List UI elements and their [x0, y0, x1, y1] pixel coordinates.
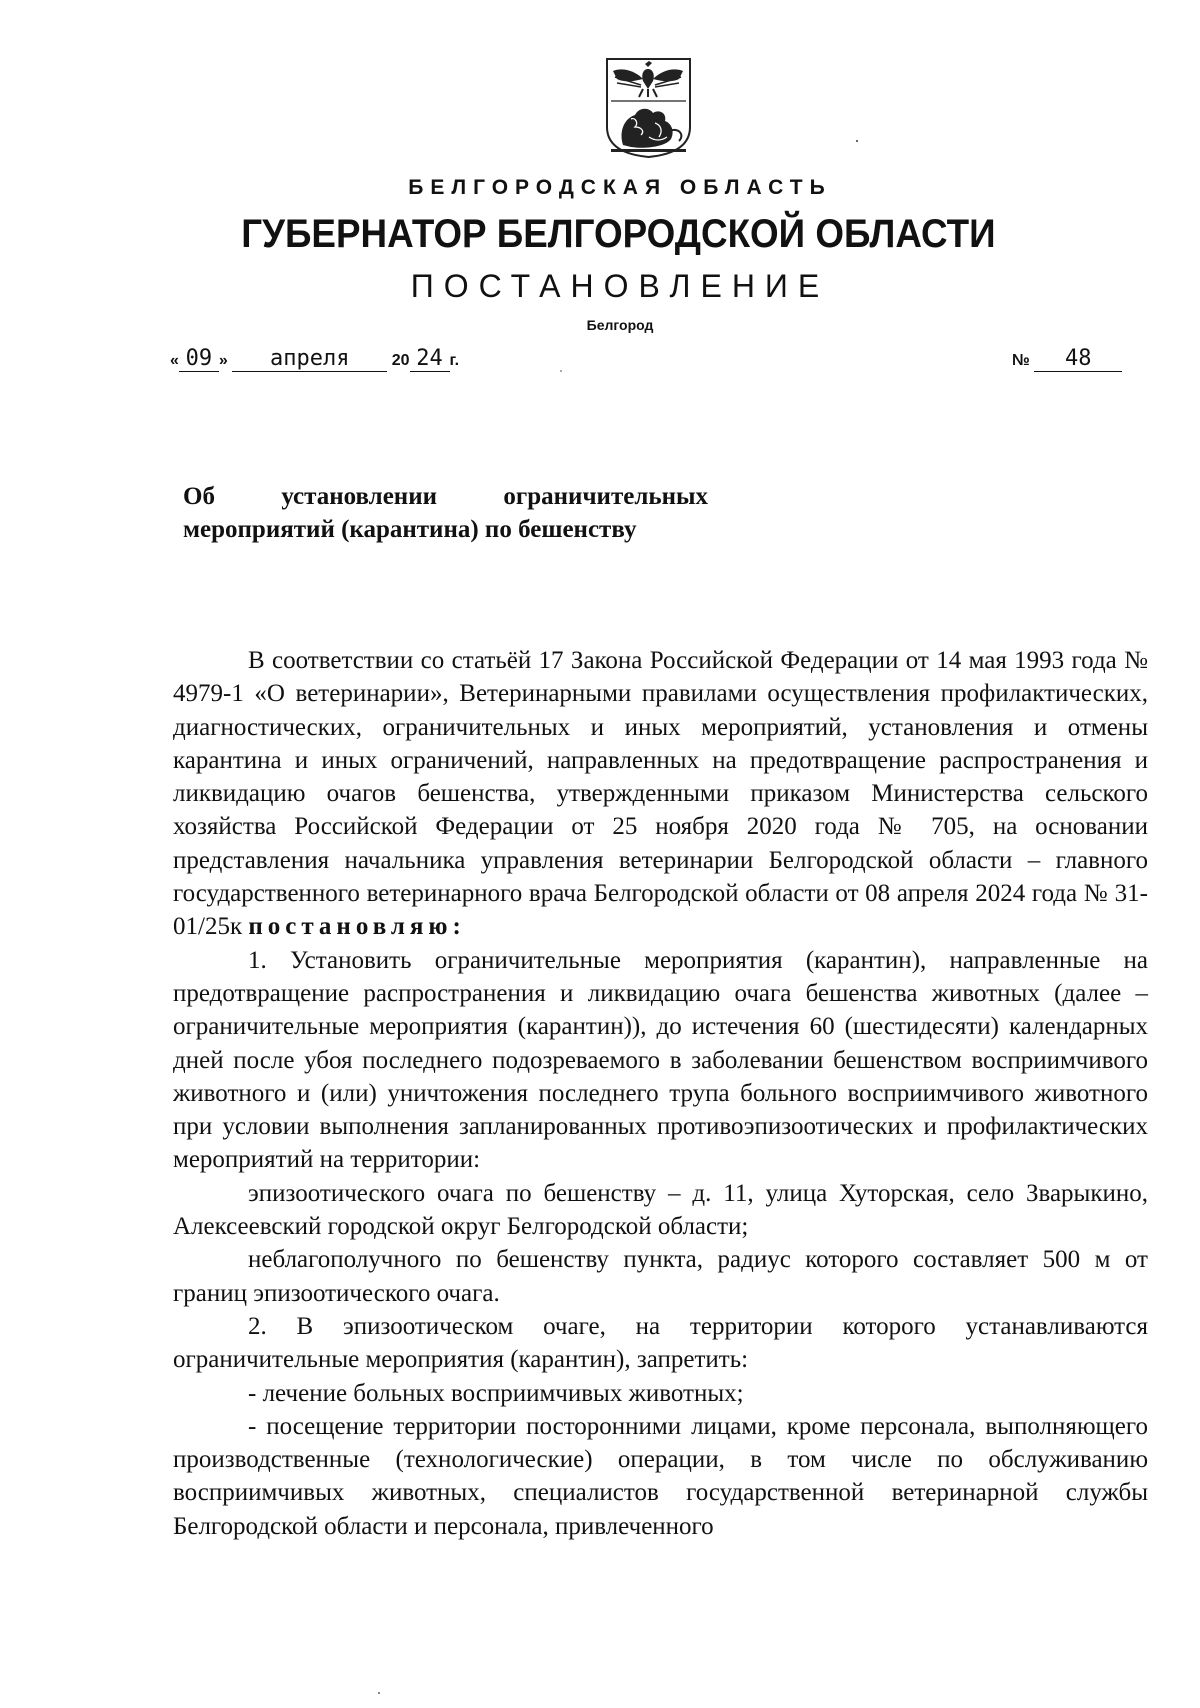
preamble-text: В соответствии со статьёй 17 Закона Российской Федерации от 14 мая 1993 года № 4979-1 «О ветеринарии», Ветеринарными правилами осуществления профилактических, диагностических, ограничительных и иных мероприятий, установления и отмены карантина и иных ограничений, направленных на предотвращение распространения и ликвидацию очагов бешенства, утвержденными приказом Министерства сельского хозяйства Российской Федерации от 25 ноября 2020 года № 705, на основании представления начальника управления ветеринарии Белгородской области – главного государственного ветеринарного врача Белгородской области от 08 апреля 2024 года № 31-01/25к	[173, 647, 1148, 941]
region-name: БЕЛГОРОДСКАЯ ОБЛАСТЬ	[408, 176, 832, 199]
date-year: 24	[410, 347, 450, 372]
scan-speck	[378, 1692, 380, 1694]
close-quote: »	[218, 352, 228, 369]
open-quote: «	[170, 352, 179, 369]
year-abbr: г.	[449, 352, 460, 369]
document-body	[173, 644, 1148, 1543]
focus-location-paragraph: эпизоотического очага по бешенству – д. 11, улица Хуторская, село Зварыкино, Алексеевский городской округ Белгородской области;	[173, 1179, 1148, 1241]
subject-line-2: мероприятий (карантина) по бешенству	[183, 516, 637, 543]
number-label: №	[1012, 352, 1030, 369]
clause-1-paragraph: 1. Установить ограничительные мероприятия (карантин), направленные на предотвращение распространения и ликвидацию очага бешенства животных (далее – ограничительные мероприятия (карантин)), до истечения 60 (шестидесяти) календарных дней после убоя последнего подозреваемого в заболевании бешенством восприимчивого животного и (или) уничтожения последнего трупа больного восприимчивого животного при условии выполнения запланированных противоэпизоотических и профилактических мероприятий на территории:	[173, 946, 1148, 1174]
scan-speck	[856, 140, 858, 142]
unsafe-point-paragraph: неблагополучного по бешенству пункта, радиус которого составляет 500 м от границ эпизоотического очага.	[173, 1246, 1148, 1307]
document-subject	[183, 480, 708, 546]
ban-visiting-item: - посещение территории посторонними лицами, кроме персонала, выполняющего производственные (технологические) операции, в том числе по обслуживанию восприимчивых животных, специалистов государственной ветеринарной службы Белгородской области и персонала, привлеченного	[173, 1412, 1148, 1540]
date-month: апреля	[232, 347, 387, 372]
document-number	[1012, 347, 1122, 372]
city-name: Белгород	[586, 317, 654, 333]
authority-title: ГУБЕРНАТОР БЕЛГОРОДСКОЙ ОБЛАСТИ	[241, 212, 996, 256]
ban-treatment-item: - лечение больных восприимчивых животных;	[248, 1379, 744, 1407]
scan-speck	[560, 370, 562, 372]
number-value: 48	[1034, 347, 1122, 372]
subject-line-1: Об установлении ограничительных	[183, 483, 708, 510]
year-prefix: 20	[391, 352, 410, 369]
belgorod-coat-of-arms-icon	[605, 57, 692, 159]
resolve-word: постановляю:	[248, 913, 466, 941]
date-line	[170, 347, 459, 372]
preamble-paragraph	[173, 644, 1148, 944]
clause-2-paragraph: 2. В эпизоотическом очаге, на территории которого устанавливаются ограничительные мероприятия (карантин), запретить:	[173, 1312, 1148, 1374]
document-type: ПОСТАНОВЛЕНИЕ	[410, 268, 830, 304]
date-day: 09	[179, 347, 219, 372]
